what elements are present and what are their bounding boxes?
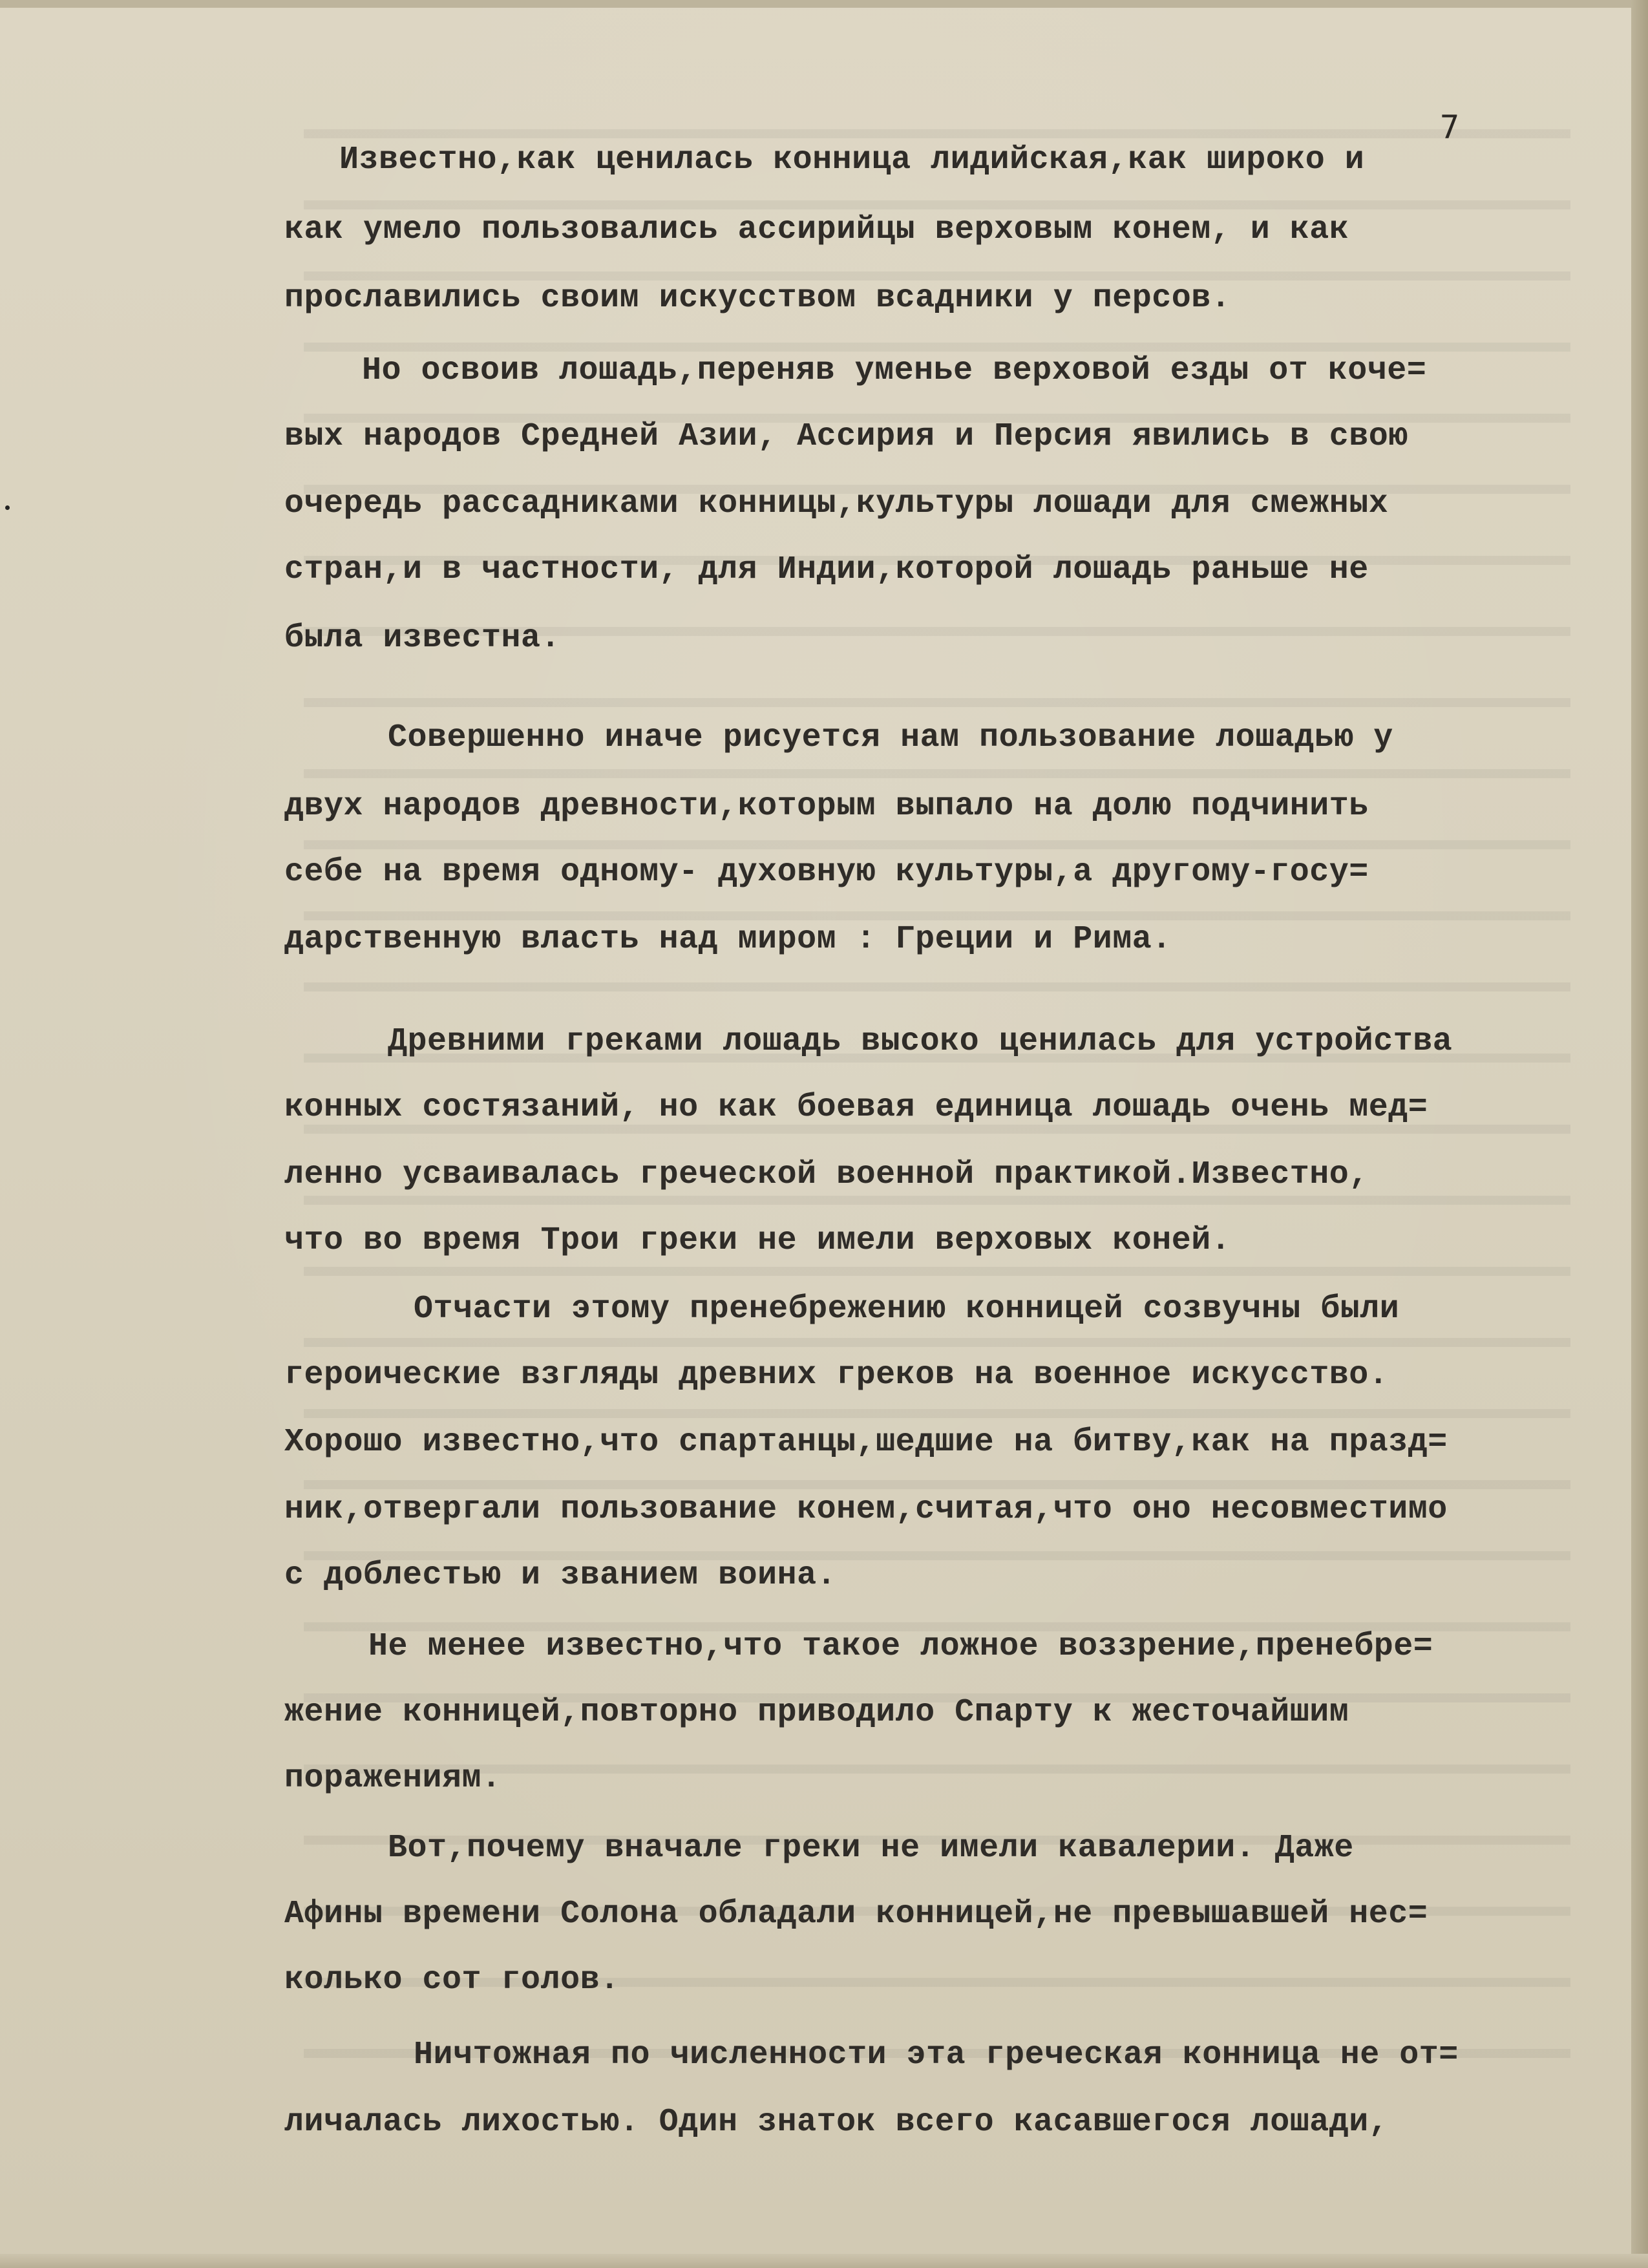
text-line: была известна. (284, 620, 561, 657)
text-line: как умело пользовались ассирийцы верховым конем, и как (284, 211, 1349, 248)
text-line: прославились своим искусством всадники у персов. (284, 280, 1231, 317)
text-line: Не менее известно,что такое ложное воззрение,пренебре= (368, 1628, 1433, 1665)
text-line: Хорошо известно,что спартанцы,шедшие на битву,как на празд= (284, 1424, 1448, 1461)
text-line: конных состязаний, но как боевая единица лошадь очень мед= (284, 1089, 1428, 1126)
page-number: 7 (1440, 109, 1460, 146)
text-line: Совершенно иначе рисуется нам пользование лошадью у (388, 719, 1393, 756)
text-line: Афины времени Солона обладали конницей,не превышавшей нес= (284, 1896, 1428, 1933)
text-line: с доблестью и званием воина. (284, 1557, 837, 1594)
text-line: личалась лихостью. Один знаток всего касавшегося лошади, (284, 2104, 1389, 2141)
text-line: Но освоив лошадь,переняв уменье верховой езды от коче= (362, 352, 1427, 389)
text-line: жение конницей,повторно приводило Спарту к жесточайшим (284, 1694, 1349, 1731)
text-line: Отчасти этому пренебрежению конницей созвучны были (414, 1291, 1400, 1328)
text-line: стран,и в частности, для Индии,которой лошадь раньше не (284, 551, 1369, 588)
text-line: дарственную власть над миром : Греции и Рима. (284, 921, 1172, 958)
text-line: Древними греками лошадь высоко ценилась для устройства (388, 1023, 1453, 1060)
text-line: ленно усваивалась греческой военной практикой.Известно, (284, 1156, 1369, 1193)
text-line: Известно,как ценилась конница лидийская,как широко и (339, 142, 1365, 178)
text-line: поражениям. (284, 1760, 502, 1797)
text-line: что во время Трои греки не имели верховых коней. (284, 1222, 1231, 1259)
text-line: колько сот голов. (284, 1962, 620, 1998)
text-line: двух народов древности,которым выпало на долю подчинить (284, 788, 1369, 825)
text-line: себе на время одному- духовную культуры,а другому-госу= (284, 854, 1369, 891)
text-line: героические взгляды древних греков на военное искусство. (284, 1357, 1389, 1394)
text-line: Вот,почему вначале греки не имели кавалерии. Даже (388, 1830, 1354, 1867)
text-line: Ничтожная по численности эта греческая конница не от= (414, 2037, 1459, 2073)
text-line: очередь рассадниками конницы,культуры лошади для смежных (284, 485, 1389, 522)
text-line: вых народов Средней Азии, Ассирия и Персия явились в свою (284, 418, 1408, 455)
text-line: ник,отвергали пользование конем,считая,что оно несовместимо (284, 1491, 1448, 1528)
